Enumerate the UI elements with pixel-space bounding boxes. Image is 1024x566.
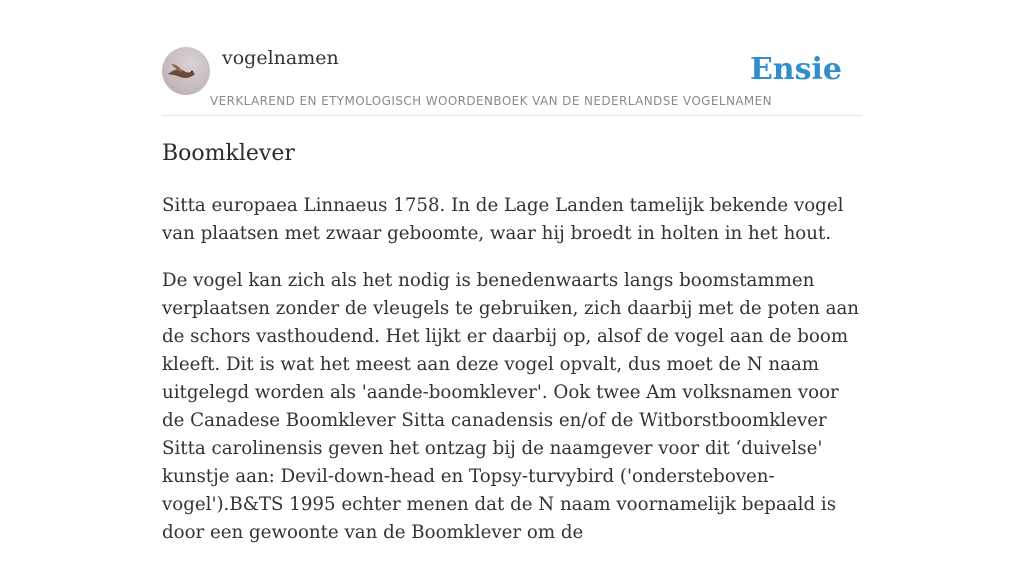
- entry-title: Boomklever: [162, 141, 295, 166]
- site-header: [162, 0, 862, 116]
- entry-paragraph: Sitta europaea Linnaeus 1758. In de Lage Landen tamelijk bekende vogel van plaatsen met zwaar geboomte, waar hij broedt in holten in het hout.: [162, 195, 844, 244]
- blog-tagline: VERKLAREND EN ETYMOLOGISCH WOORDENBOEK VAN DE NEDERLANDSE VOGELNAMEN: [210, 94, 773, 108]
- blog-name-link[interactable]: vogelnamen: [222, 47, 339, 69]
- bird-icon: [162, 47, 210, 95]
- entry-content: [162, 138, 862, 566]
- ensie-logo[interactable]: Ensie: [749, 52, 842, 87]
- entry-paragraph: De vogel kan zich als het nodig is benedenwaarts langs boomstammen verplaatsen zonder de vleugels te gebruiken, zich daarbij met de poten aan de schors vasthoudend. Het lijkt er daarbij op, alsof de vogel aan de boom kleeft. Dit is wat het meest aan deze vogel opvalt, dus moet de N naam uitgelegd worden als 'aande-boomklever'. Ook twee Am volksnamen voor de Canadese Boomklever Sitta canadensis en/of de Witborstboomklever Sitta carolinensis geven het ontzag bij de naamgever voor dit ‘duivelse' kunstje aan: Devil-down-head en Topsy-turvybird ('ondersteboven-vogel').B&TS 1995 echter menen dat de N naam voornamelijk bepaald is door een gewoonte van de Boomklever om de: [162, 270, 860, 543]
- blog-avatar[interactable]: [162, 47, 210, 95]
